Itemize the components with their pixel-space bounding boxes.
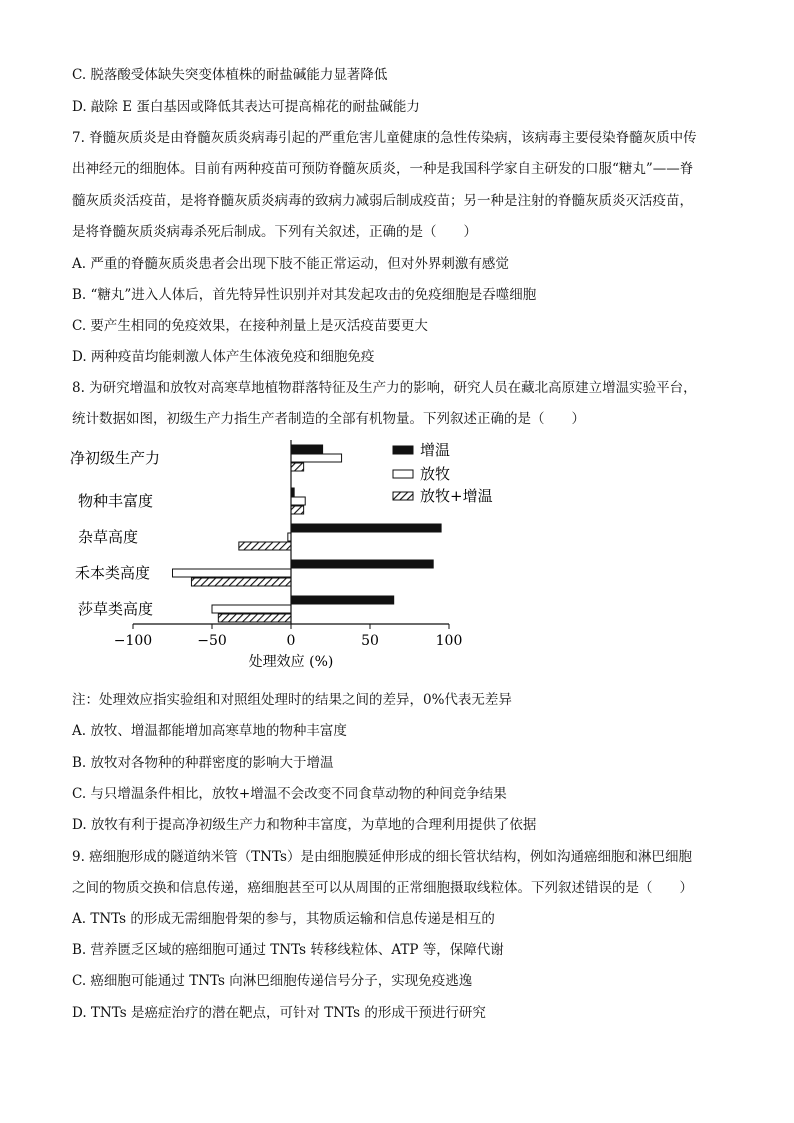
bar-2-series-3 bbox=[291, 506, 304, 514]
text-line-5: 髓灰质炎活疫苗，是将脊髓灰质炎病毒的致病力减弱后制成疫苗；另一种是注射的脊髓灰质炎灭活疫苗， bbox=[72, 193, 693, 209]
category-label-5: 莎草类高度 bbox=[78, 600, 154, 618]
text-line-19: 之间的物质交换和信息传递，癌细胞甚至可以从周围的正常细胞摄取线粒体。下列叙述错误的是（ ） bbox=[72, 880, 693, 896]
text-line-10: D. 两种疫苗均能刺激人体产生体液免疫和细胞免疫 bbox=[72, 349, 375, 365]
legend-swatch-2 bbox=[393, 470, 413, 478]
category-label-3: 杂草高度 bbox=[78, 528, 139, 546]
text-line-9: C. 要产生相同的免疫效果，在接种剂量上是灭活疫苗要更大 bbox=[72, 318, 428, 334]
x-tick-label-4: 50 bbox=[361, 633, 379, 649]
bar-1-series-1 bbox=[291, 445, 323, 453]
bar-4-series-2 bbox=[173, 569, 292, 577]
text-line-3: 7. 脊髓灰质炎是由脊髓灰质炎病毒引起的严重危害儿童健康的急性传染病，该病毒主要侵染脊髓灰质中传 bbox=[72, 130, 697, 146]
bar-5-series-1 bbox=[291, 596, 394, 604]
bar-5-series-2 bbox=[212, 605, 291, 613]
bar-1-series-2 bbox=[291, 454, 342, 462]
text-line-7: A. 严重的脊髓灰质炎患者会出现下肢不能正常运动，但对外界刺激有感觉 bbox=[72, 256, 509, 272]
bar-4-series-1 bbox=[291, 560, 433, 568]
text-line-6: 是将脊髓灰质炎病毒杀死后制成。下列有关叙述，正确的是（ ） bbox=[72, 224, 477, 240]
bar-chart bbox=[60, 436, 520, 676]
legend-label-3: 放牧+增温 bbox=[420, 487, 493, 505]
category-label-1: 净初级生产力 bbox=[70, 449, 161, 467]
text-line-17: D. 放牧有利于提高净初级生产力和物种丰富度，为草地的合理利用提供了依据 bbox=[72, 817, 537, 833]
x-tick-label-5: 100 bbox=[435, 633, 463, 649]
legend-swatch-1 bbox=[393, 446, 413, 454]
text-line-21: B. 营养匮乏区域的癌细胞可通过 TNTs 转移线粒体、ATP 等，保障代谢 bbox=[72, 942, 504, 958]
text-line-18: 9. 癌细胞形成的隧道纳米管（TNTs）是由细胞膜延伸形成的细长管状结构，例如沟通癌细胞和淋巴细胞 bbox=[72, 849, 692, 865]
x-axis-label: 处理效应 (%) bbox=[248, 654, 334, 670]
category-label-2: 物种丰富度 bbox=[78, 492, 154, 510]
legend-label-2: 放牧 bbox=[420, 465, 451, 483]
legend-label-1: 增温 bbox=[420, 441, 451, 459]
bar-4-series-3 bbox=[191, 578, 291, 586]
text-line-15: B. 放牧对各物种的种群密度的影响大于增温 bbox=[72, 755, 334, 771]
text-line-4: 出神经元的细胞体。目前有两种疫苗可预防脊髓灰质炎，一种是我国科学家自主研发的口服“糖丸”——脊 bbox=[72, 161, 694, 177]
legend-swatch-3 bbox=[393, 492, 413, 500]
text-line-16: C. 与只增温条件相比，放牧+增温不会改变不同食草动物的种间竞争结果 bbox=[72, 786, 507, 802]
x-tick-label-1: −100 bbox=[113, 633, 153, 649]
x-tick-label-2: −50 bbox=[197, 633, 227, 649]
bar-3-series-3 bbox=[239, 542, 291, 550]
text-line-13: 注：处理效应指实验组和对照组处理时的结果之间的差异，0%代表无差异 bbox=[72, 692, 512, 708]
x-tick-label-3: 0 bbox=[286, 633, 296, 649]
text-line-1: C. 脱落酸受体缺失突变体植株的耐盐碱能力显著降低 bbox=[72, 67, 388, 83]
text-line-20: A. TNTs 的形成无需细胞骨架的参与，其物质运输和信息传递是相互的 bbox=[72, 911, 495, 927]
category-label-4: 禾本类高度 bbox=[75, 564, 151, 582]
text-line-23: D. TNTs 是癌症治疗的潜在靶点，可针对 TNTs 的形成干预进行研究 bbox=[72, 1005, 486, 1021]
text-line-22: C. 癌细胞可能通过 TNTs 向淋巴细胞传递信号分子，实现免疫逃逸 bbox=[72, 973, 473, 989]
text-line-8: B. “糖丸”进入人体后，首先特异性识别并对其发起攻击的免疫细胞是吞噬细胞 bbox=[72, 287, 537, 303]
bar-2-series-2 bbox=[291, 497, 305, 505]
bar-1-series-3 bbox=[291, 463, 304, 471]
bar-3-series-1 bbox=[291, 524, 441, 532]
text-line-11: 8. 为研究增温和放牧对高寒草地植物群落特征及生产力的影响，研究人员在藏北高原建立增温实验平台， bbox=[72, 380, 697, 396]
text-line-12: 统计数据如图，初级生产力指生产者制造的全部有机物量。下列叙述正确的是（ ） bbox=[72, 411, 585, 427]
text-line-2: D. 敲除 E 蛋白基因或降低其表达可提高棉花的耐盐碱能力 bbox=[72, 99, 420, 115]
bar-5-series-3 bbox=[218, 614, 291, 622]
text-line-14: A. 放牧、增温都能增加高寒草地的物种丰富度 bbox=[72, 723, 347, 739]
